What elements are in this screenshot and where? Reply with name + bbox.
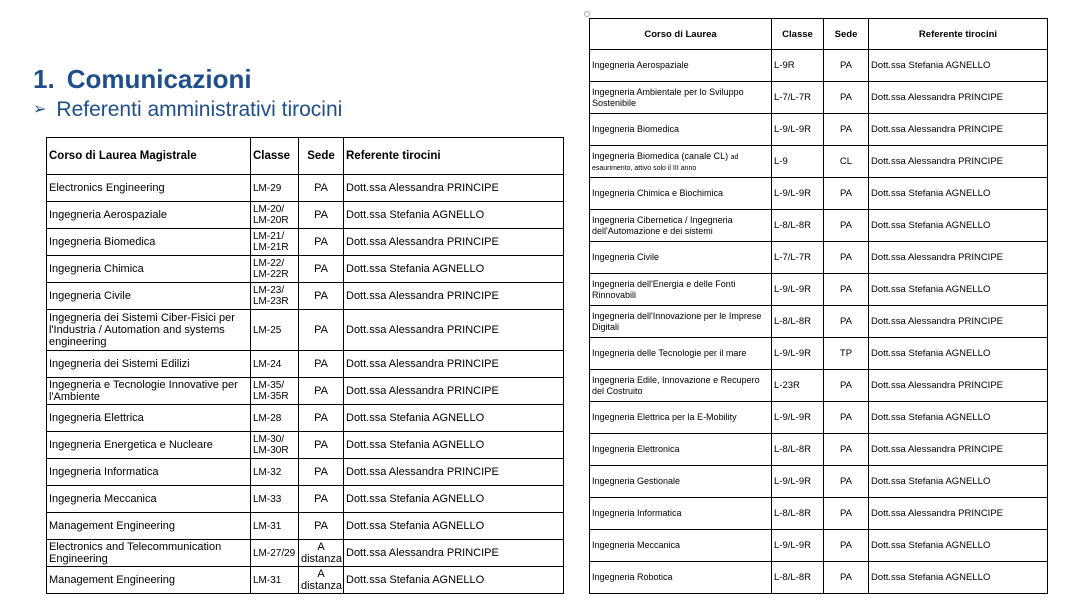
site-cell: PA (299, 513, 344, 540)
table-row (47, 202, 564, 229)
table-row (590, 338, 1048, 370)
referent-cell: Dott.ssa Alessandra PRINCIPE (344, 283, 564, 310)
course-name: Ingegneria Aerospaziale (592, 60, 689, 70)
table-row (47, 256, 564, 283)
course-cell: Ingegneria Informatica (47, 459, 251, 486)
bachelor-degree-table (589, 18, 1048, 594)
site-cell: TP (824, 338, 869, 370)
site-cell: PA (299, 202, 344, 229)
referent-cell: Dott.ssa Stefania AGNELLO (869, 402, 1048, 434)
referent-cell: Dott.ssa Alessandra PRINCIPE (869, 114, 1048, 146)
site-cell: PA (824, 306, 869, 338)
class-cell: L-8/L-8R (772, 562, 824, 594)
referent-cell: Dott.ssa Stefania AGNELLO (344, 405, 564, 432)
course-name: Ingegneria Cibernetica / Ingegneria dell'Automazione e dei sistemi (592, 214, 733, 236)
course-cell: Ingegneria dei Sistemi Ciber-Fisici per l'Industria / Automation and systems engineering (47, 310, 251, 351)
site-cell: PA (299, 310, 344, 351)
referent-cell: Dott.ssa Alessandra PRINCIPE (869, 498, 1048, 530)
table-row (590, 50, 1048, 82)
course-cell: Ingegneria Elettrica (47, 405, 251, 432)
class-cell: L-23R (772, 370, 824, 402)
column-header-referent: Referente tirocini (344, 138, 564, 175)
site-cell: PA (824, 50, 869, 82)
site-cell: PA (824, 402, 869, 434)
course-cell: Ingegneria Energetica e Nucleare (47, 432, 251, 459)
course-cell (590, 498, 772, 530)
class-cell: LM-28 (251, 405, 299, 432)
referent-cell: Dott.ssa Alessandra PRINCIPE (869, 370, 1048, 402)
referent-cell: Dott.ssa Stefania AGNELLO (869, 562, 1048, 594)
course-name: Ingegneria Elettrica per la E-Mobility (592, 412, 737, 422)
section-subtitle-text: Referenti amministrativi tirocini (56, 98, 343, 121)
referent-cell: Dott.ssa Stefania AGNELLO (869, 210, 1048, 242)
site-cell: PA (824, 114, 869, 146)
course-cell: Ingegneria Aerospaziale (47, 202, 251, 229)
course-name: Ingegneria dell'Innovazione per le Imprese Digitali (592, 310, 762, 332)
table-row (47, 283, 564, 310)
referent-cell: Dott.ssa Alessandra PRINCIPE (344, 351, 564, 378)
class-cell: LM-25 (251, 310, 299, 351)
table-row (47, 310, 564, 351)
class-cell: LM-29 (251, 175, 299, 202)
course-cell: Ingegneria e Tecnologie Innovative per l'Ambiente (47, 378, 251, 405)
table-header-row (590, 19, 1048, 50)
class-cell: L-8/L-8R (772, 498, 824, 530)
class-cell: L-9/L-9R (772, 402, 824, 434)
course-cell (590, 434, 772, 466)
course-name: Ingegneria Ambientale per lo Sviluppo Sostenibile (592, 86, 744, 108)
course-cell (590, 178, 772, 210)
site-cell: PA (824, 242, 869, 274)
table-row (590, 306, 1048, 338)
table-row (590, 466, 1048, 498)
course-cell (590, 370, 772, 402)
table-row (47, 513, 564, 540)
column-header-class: Classe (251, 138, 299, 175)
section-title (33, 64, 252, 95)
referent-cell: Dott.ssa Stefania AGNELLO (344, 256, 564, 283)
referent-cell: Dott.ssa Stefania AGNELLO (869, 530, 1048, 562)
table-row (47, 175, 564, 202)
table-row (590, 274, 1048, 306)
table-row (47, 486, 564, 513)
referent-cell: Dott.ssa Alessandra PRINCIPE (344, 378, 564, 405)
class-cell: LM-20/ LM-20R (251, 202, 299, 229)
section-subtitle (33, 98, 342, 122)
course-note: ad esaurimento, attivo solo il III anno (592, 153, 739, 172)
referent-cell: Dott.ssa Alessandra PRINCIPE (344, 310, 564, 351)
class-cell: LM-30/ LM-30R (251, 432, 299, 459)
referent-cell: Dott.ssa Stefania AGNELLO (869, 178, 1048, 210)
table-row (47, 229, 564, 256)
site-cell: PA (299, 283, 344, 310)
table-row (47, 405, 564, 432)
course-cell (590, 82, 772, 114)
site-cell: PA (824, 274, 869, 306)
table-row (47, 351, 564, 378)
table-header-row (47, 138, 564, 175)
table-row (590, 146, 1048, 178)
referent-cell: Dott.ssa Alessandra PRINCIPE (344, 459, 564, 486)
corner-handle-icon (584, 11, 590, 17)
site-cell: PA (824, 434, 869, 466)
table-row (590, 370, 1048, 402)
referent-cell: Dott.ssa Stefania AGNELLO (869, 274, 1048, 306)
section-title-text: Comunicazioni (66, 64, 252, 94)
referent-cell: Dott.ssa Alessandra PRINCIPE (344, 229, 564, 256)
site-cell: PA (299, 405, 344, 432)
class-cell: LM-35/ LM-35R (251, 378, 299, 405)
course-cell: Ingegneria Biomedica (47, 229, 251, 256)
course-cell (590, 466, 772, 498)
class-cell: LM-32 (251, 459, 299, 486)
referent-cell: Dott.ssa Stefania AGNELLO (344, 202, 564, 229)
course-name: Ingegneria dell'Energia e delle Fonti Rinnovabili (592, 278, 736, 300)
class-cell: LM-23/ LM-23R (251, 283, 299, 310)
course-cell: Electronics Engineering (47, 175, 251, 202)
course-cell: Electronics and Telecommunication Engineering (47, 540, 251, 567)
site-cell: PA (299, 378, 344, 405)
course-cell (590, 338, 772, 370)
table-row (590, 402, 1048, 434)
column-header-course: Corso di Laurea (590, 19, 772, 50)
referent-cell: Dott.ssa Stefania AGNELLO (344, 432, 564, 459)
site-cell: PA (299, 256, 344, 283)
course-name: Ingegneria Biomedica (592, 124, 680, 134)
class-cell: LM-33 (251, 486, 299, 513)
referent-cell: Dott.ssa Alessandra PRINCIPE (869, 82, 1048, 114)
site-cell: PA (299, 459, 344, 486)
table-row (590, 210, 1048, 242)
column-header-referent: Referente tirocini (869, 19, 1048, 50)
site-cell: A distanza (299, 567, 344, 594)
table-row (590, 82, 1048, 114)
class-cell: LM-27/29 (251, 540, 299, 567)
column-header-course: Corso di Laurea Magistrale (47, 138, 251, 175)
course-name: Ingegneria Gestionale (592, 476, 681, 486)
site-cell: PA (299, 432, 344, 459)
class-cell: LM-22/ LM-22R (251, 256, 299, 283)
class-cell: L-9/L-9R (772, 466, 824, 498)
column-header-class: Classe (772, 19, 824, 50)
site-cell: PA (299, 351, 344, 378)
class-cell: L-7/L-7R (772, 242, 824, 274)
course-name: Ingegneria Meccanica (592, 540, 681, 550)
referent-cell: Dott.ssa Stefania AGNELLO (344, 567, 564, 594)
class-cell: LM-21/ LM-21R (251, 229, 299, 256)
referent-cell: Dott.ssa Alessandra PRINCIPE (869, 146, 1048, 178)
site-cell: PA (824, 178, 869, 210)
master-degree-table (46, 137, 564, 594)
referent-cell: Dott.ssa Alessandra PRINCIPE (344, 540, 564, 567)
referent-cell: Dott.ssa Alessandra PRINCIPE (869, 434, 1048, 466)
column-header-site: Sede (824, 19, 869, 50)
site-cell: PA (824, 466, 869, 498)
table-row (590, 530, 1048, 562)
class-cell: L-8/L-8R (772, 434, 824, 466)
class-cell: L-9/L-9R (772, 530, 824, 562)
site-cell: PA (299, 486, 344, 513)
column-header-site: Sede (299, 138, 344, 175)
course-cell (590, 306, 772, 338)
course-cell (590, 146, 772, 178)
course-cell (590, 50, 772, 82)
course-cell: Management Engineering (47, 567, 251, 594)
arrow-bullet-icon: ➢ (33, 101, 47, 118)
class-cell: L-9/L-9R (772, 338, 824, 370)
class-cell: L-9/L-9R (772, 178, 824, 210)
course-name: Ingegneria Biomedica (canale CL) (592, 150, 729, 161)
class-cell: LM-31 (251, 513, 299, 540)
course-cell (590, 210, 772, 242)
course-cell: Ingegneria Chimica (47, 256, 251, 283)
referent-cell: Dott.ssa Stefania AGNELLO (344, 513, 564, 540)
table-row (47, 567, 564, 594)
section-number: 1. (33, 64, 55, 94)
referent-cell: Dott.ssa Stefania AGNELLO (869, 50, 1048, 82)
referent-cell: Dott.ssa Stefania AGNELLO (344, 486, 564, 513)
course-name: Ingegneria Chimica e Biochimica (592, 188, 724, 198)
class-cell: LM-31 (251, 567, 299, 594)
table-row (590, 178, 1048, 210)
table-row (47, 378, 564, 405)
course-name: Ingegneria Informatica (592, 508, 682, 518)
site-cell: PA (824, 530, 869, 562)
course-cell (590, 114, 772, 146)
site-cell: PA (299, 175, 344, 202)
course-name: Ingegneria Elettronica (592, 444, 680, 454)
site-cell: CL (824, 146, 869, 178)
site-cell: PA (824, 370, 869, 402)
site-cell: PA (824, 82, 869, 114)
site-cell: PA (824, 210, 869, 242)
referent-cell: Dott.ssa Alessandra PRINCIPE (869, 306, 1048, 338)
table-row (47, 459, 564, 486)
course-name: Ingegneria Civile (592, 252, 660, 262)
course-cell (590, 274, 772, 306)
table-row (590, 434, 1048, 466)
table-row (47, 540, 564, 567)
referent-cell: Dott.ssa Stefania AGNELLO (869, 466, 1048, 498)
class-cell: L-7/L-7R (772, 82, 824, 114)
class-cell: L-9 (772, 146, 824, 178)
course-cell (590, 530, 772, 562)
course-cell: Management Engineering (47, 513, 251, 540)
course-name: Ingegneria Robotica (592, 572, 673, 582)
table-row (590, 242, 1048, 274)
course-name: Ingegneria delle Tecnologie per il mare (592, 348, 747, 358)
class-cell: L-8/L-8R (772, 210, 824, 242)
class-cell: LM-24 (251, 351, 299, 378)
course-cell: Ingegneria Meccanica (47, 486, 251, 513)
table-row (590, 562, 1048, 594)
referent-cell: Dott.ssa Stefania AGNELLO (869, 338, 1048, 370)
class-cell: L-9R (772, 50, 824, 82)
course-cell (590, 402, 772, 434)
course-name: Ingegneria Edile, Innovazione e Recupero del Costruito (592, 374, 760, 396)
site-cell: PA (824, 498, 869, 530)
course-cell: Ingegneria dei Sistemi Edilizi (47, 351, 251, 378)
course-cell (590, 242, 772, 274)
table-row (590, 498, 1048, 530)
course-cell (590, 562, 772, 594)
referent-cell: Dott.ssa Alessandra PRINCIPE (344, 175, 564, 202)
class-cell: L-9/L-9R (772, 274, 824, 306)
class-cell: L-9/L-9R (772, 114, 824, 146)
course-cell: Ingegneria Civile (47, 283, 251, 310)
table-row (590, 114, 1048, 146)
class-cell: L-8/L-8R (772, 306, 824, 338)
site-cell: A distanza (299, 540, 344, 567)
site-cell: PA (824, 562, 869, 594)
referent-cell: Dott.ssa Alessandra PRINCIPE (869, 242, 1048, 274)
table-row (47, 432, 564, 459)
site-cell: PA (299, 229, 344, 256)
